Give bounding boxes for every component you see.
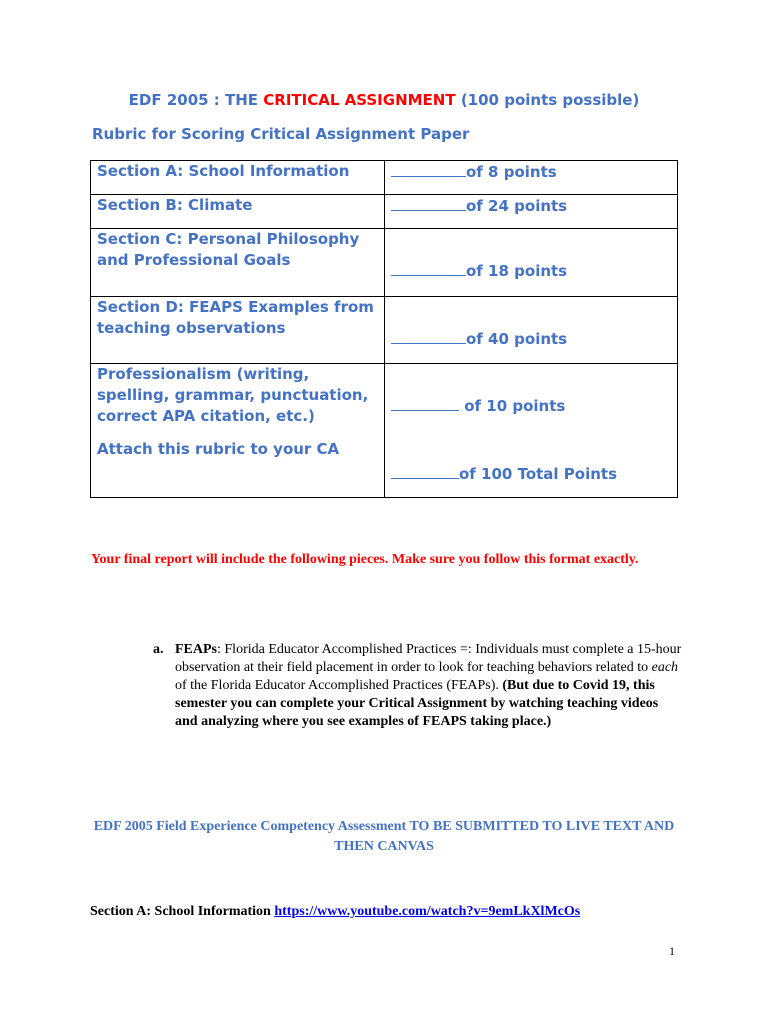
score-blank[interactable] <box>391 260 466 276</box>
score-blank[interactable] <box>391 328 466 344</box>
points-label: of 10 points <box>459 397 566 415</box>
total-points-label: of 100 Total Points <box>459 465 618 483</box>
table-row <box>91 364 678 498</box>
section-a-cell: Section A: School Information <box>91 161 385 195</box>
table-row <box>91 297 678 364</box>
score-blank[interactable] <box>391 195 466 211</box>
format-notice: Your final report will include the following pieces. Make sure you follow this format exactly. <box>91 552 639 567</box>
points-cell <box>385 195 678 229</box>
page-number: 1 <box>669 944 675 958</box>
assessment-heading: EDF 2005 Field Experience Competency Assessment TO BE SUBMITTED TO LIVE TEXT AND THEN CANVAS <box>93 819 675 854</box>
list-item <box>153 641 683 731</box>
feaps-text-emphasis: each <box>651 660 679 675</box>
feaps-text-2: of the Florida Educator Accomplished Practices (FEAPs). <box>175 678 503 693</box>
rubric-subtitle: Rubric for Scoring Critical Assignment Paper <box>92 125 470 143</box>
points-label: of 8 points <box>466 163 557 181</box>
title-highlight: CRITICAL ASSIGNMENT <box>263 91 456 109</box>
section-a-heading <box>90 904 580 920</box>
points-cell <box>385 297 678 364</box>
section-d-cell: Section D: FEAPS Examples from teaching observations <box>91 297 385 364</box>
covid-note: (But due to Covid 19, this semester you can complete your Critical Assignment by watching teaching videos and analyzing where you see examples of FEAPS taking place.) <box>175 678 659 729</box>
score-blank[interactable] <box>391 161 466 177</box>
professionalism-cell <box>91 364 385 498</box>
table-row <box>91 161 678 195</box>
feaps-text-1: : Florida Educator Accomplished Practices =: Individuals must complete a 15-hour observation at their field placement in order to look for teaching behaviors related to <box>175 642 682 675</box>
list-marker: a. <box>153 642 164 657</box>
section-c-cell: Section C: Personal Philosophy and Professional Goals <box>91 229 385 297</box>
section-a-label: Section A: School Information <box>90 904 275 919</box>
list-item-body <box>175 641 683 731</box>
section-b-cell: Section B: Climate <box>91 195 385 229</box>
points-cell <box>385 161 678 195</box>
professionalism-label: Professionalism (writing, spelling, grammar, punctuation, correct APA citation, etc.) <box>97 365 369 425</box>
title-prefix: EDF 2005 : THE <box>128 91 264 109</box>
total-blank[interactable] <box>391 463 459 479</box>
points-cell <box>385 364 678 498</box>
score-blank[interactable] <box>391 395 459 411</box>
title-suffix: (100 points possible) <box>455 91 640 109</box>
points-label: of 18 points <box>466 262 568 280</box>
document-title <box>0 91 768 109</box>
feaps-term: FEAPs <box>175 642 217 657</box>
table-row <box>91 195 678 229</box>
points-cell <box>385 229 678 297</box>
points-label: of 40 points <box>466 330 568 348</box>
points-label: of 24 points <box>466 197 568 215</box>
attach-note: Attach this rubric to your CA <box>97 440 340 458</box>
youtube-link[interactable]: https://www.youtube.com/watch?v=9emLkXlMcOs <box>274 904 581 919</box>
table-row <box>91 229 678 297</box>
rubric-table <box>90 160 678 498</box>
